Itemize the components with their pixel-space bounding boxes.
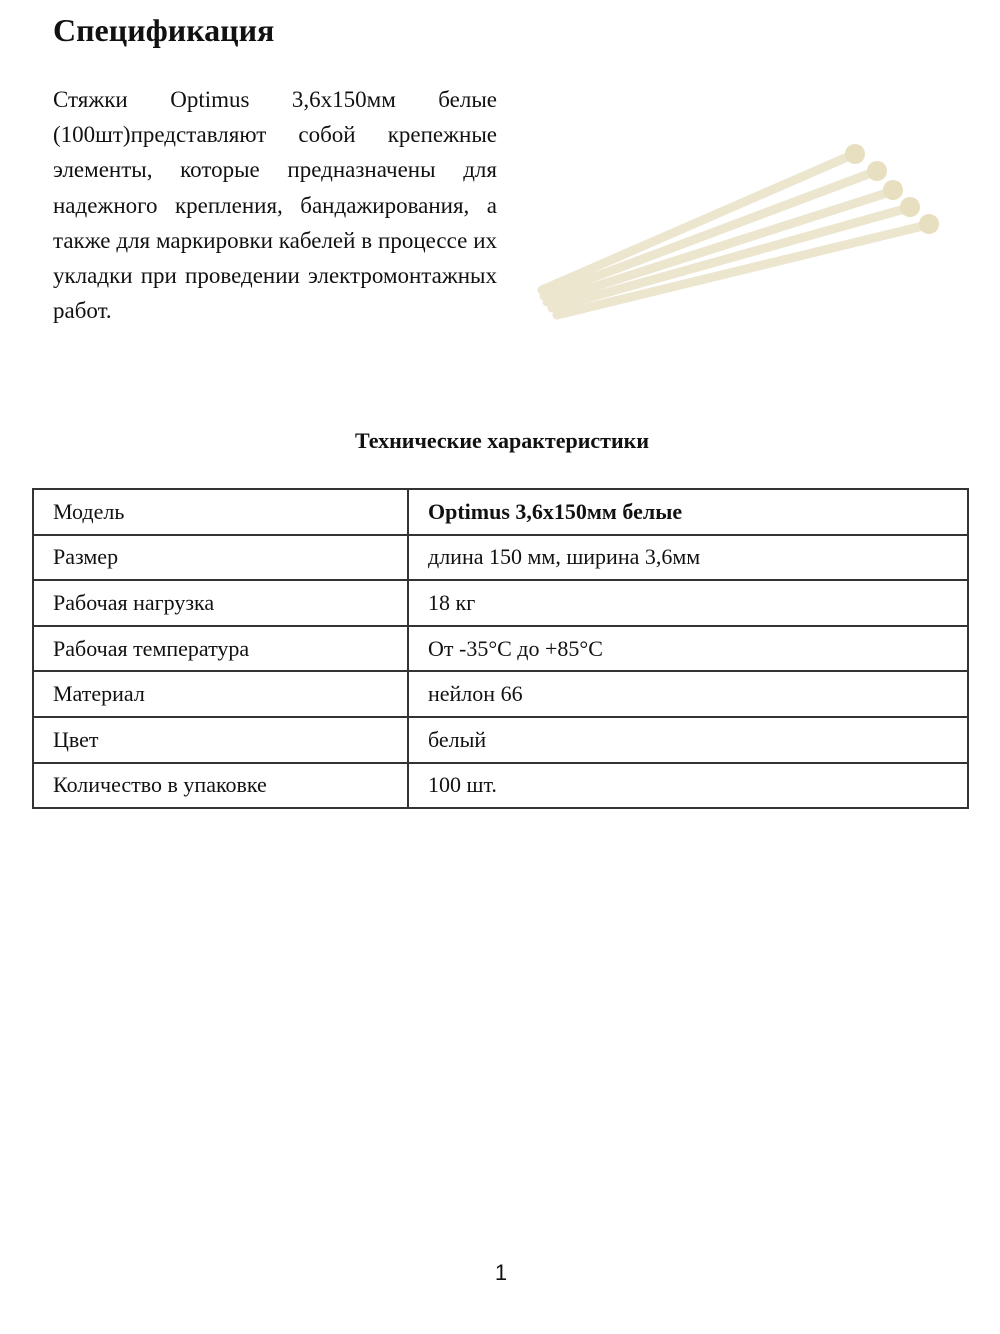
page-number: 1 [494, 1260, 508, 1285]
description-paragraph: Стяжки Optimus 3,6х150мм белые (100шт)представляют собой крепежные элементы, которые предназначены для надежного крепления, бандажирования, а также для маркировки кабелей в процессе их укладки при проведении электромонтажных работ. [53, 87, 497, 324]
specs-table [32, 488, 969, 809]
table-row [33, 717, 968, 763]
cable-tie-head [883, 180, 903, 200]
table-row [33, 671, 968, 717]
spec-value: длина 150 мм, ширина 3,6мм [408, 535, 968, 581]
spec-value: Optimus 3,6х150мм белые [408, 489, 968, 535]
spec-key: Модель [33, 489, 408, 535]
table-row [33, 535, 968, 581]
spec-key: Рабочая нагрузка [33, 580, 408, 626]
cable-ties-image [522, 110, 962, 340]
spec-value: нейлон 66 [408, 671, 968, 717]
table-row [33, 580, 968, 626]
spec-value: 100 шт. [408, 763, 968, 809]
cable-tie-head [919, 214, 939, 234]
table-row [33, 763, 968, 809]
cable-tie-head [845, 144, 865, 164]
spec-key: Цвет [33, 717, 408, 763]
specs-heading: Технические характеристики [354, 428, 650, 453]
table-row [33, 626, 968, 672]
spec-value: белый [408, 717, 968, 763]
spec-key: Размер [33, 535, 408, 581]
cable-tie-head [867, 161, 887, 181]
spec-value: От -35°C до +85°C [408, 626, 968, 672]
spec-key: Рабочая температура [33, 626, 408, 672]
table-row [33, 489, 968, 535]
spec-key: Материал [33, 671, 408, 717]
spec-key: Количество в упаковке [33, 763, 408, 809]
page-title: Спецификация [53, 12, 275, 48]
cable-tie-head [900, 197, 920, 217]
spec-value: 18 кг [408, 580, 968, 626]
